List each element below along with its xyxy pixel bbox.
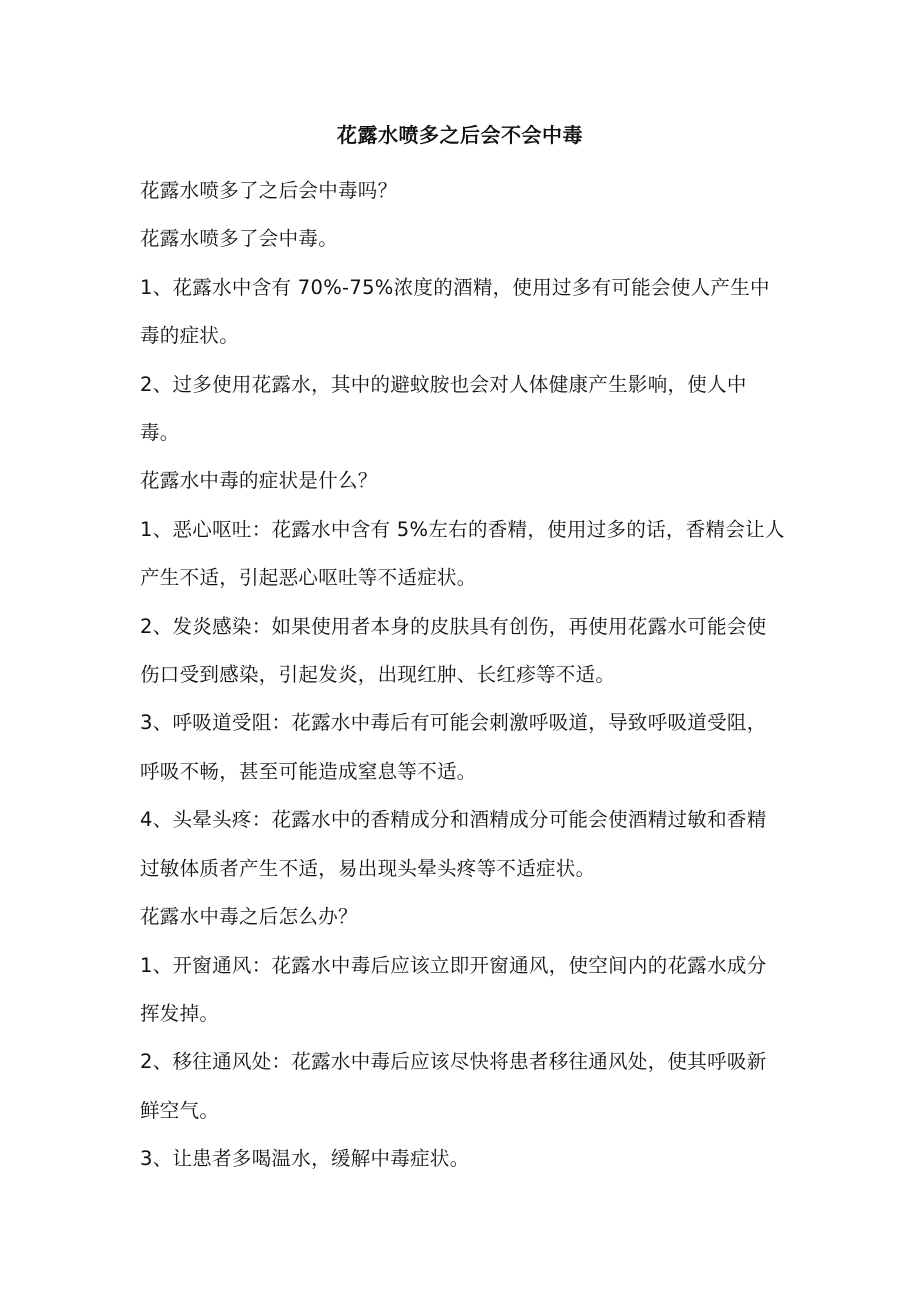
answer-paragraph: 花露水喷多了会中毒。 — [140, 227, 339, 251]
section-heading: 花露水中毒之后怎么办？ — [140, 905, 358, 929]
list-item: 2、移往通风处：花露水中毒后应该尽快将患者移往通风处，使其呼吸新鲜空气。 — [140, 1050, 767, 1122]
document-title: 花露水喷多之后会不会中毒 — [337, 123, 583, 147]
list-item: 1、恶心呕吐：花露水中含有 5%左右的香精，使用过多的话，香精会让人产生不适，引起恶心呕吐等不适症状。 — [140, 517, 785, 590]
list-item: 2、过多使用花露水，其中的避蚊胺也会对人体健康产生影响，使人中毒。 — [140, 372, 747, 445]
list-item: 3、让患者多喝温水，缓解中毒症状。 — [140, 1147, 470, 1171]
document-body — [140, 167, 785, 1184]
list-item: 1、开窗通风：花露水中毒后应该立即开窗通风，使空间内的花露水成分挥发掉。 — [140, 953, 767, 1025]
section-heading: 花露水中毒的症状是什么？ — [140, 469, 378, 493]
question-paragraph: 花露水喷多了之后会中毒吗？ — [140, 179, 398, 202]
list-item: 4、头晕头疼：花露水中的香精成分和酒精成分可能会使酒精过敏和香精过敏体质者产生不适，易出现头晕头疼等不适症状。 — [140, 808, 767, 880]
list-item: 3、呼吸道受阻：花露水中毒后有可能会刺激呼吸道，导致呼吸道受阻，呼吸不畅，甚至可能造成窒息等不适。 — [140, 711, 767, 783]
list-item: 2、发炎感染：如果使用者本身的皮肤具有创伤，再使用花露水可能会使伤口受到感染，引起发炎，出现红肿、长红疹等不适。 — [140, 614, 767, 687]
list-item: 1、花露水中含有 70%-75%浓度的酒精，使用过多有可能会使人产生中毒的症状。 — [140, 275, 770, 348]
